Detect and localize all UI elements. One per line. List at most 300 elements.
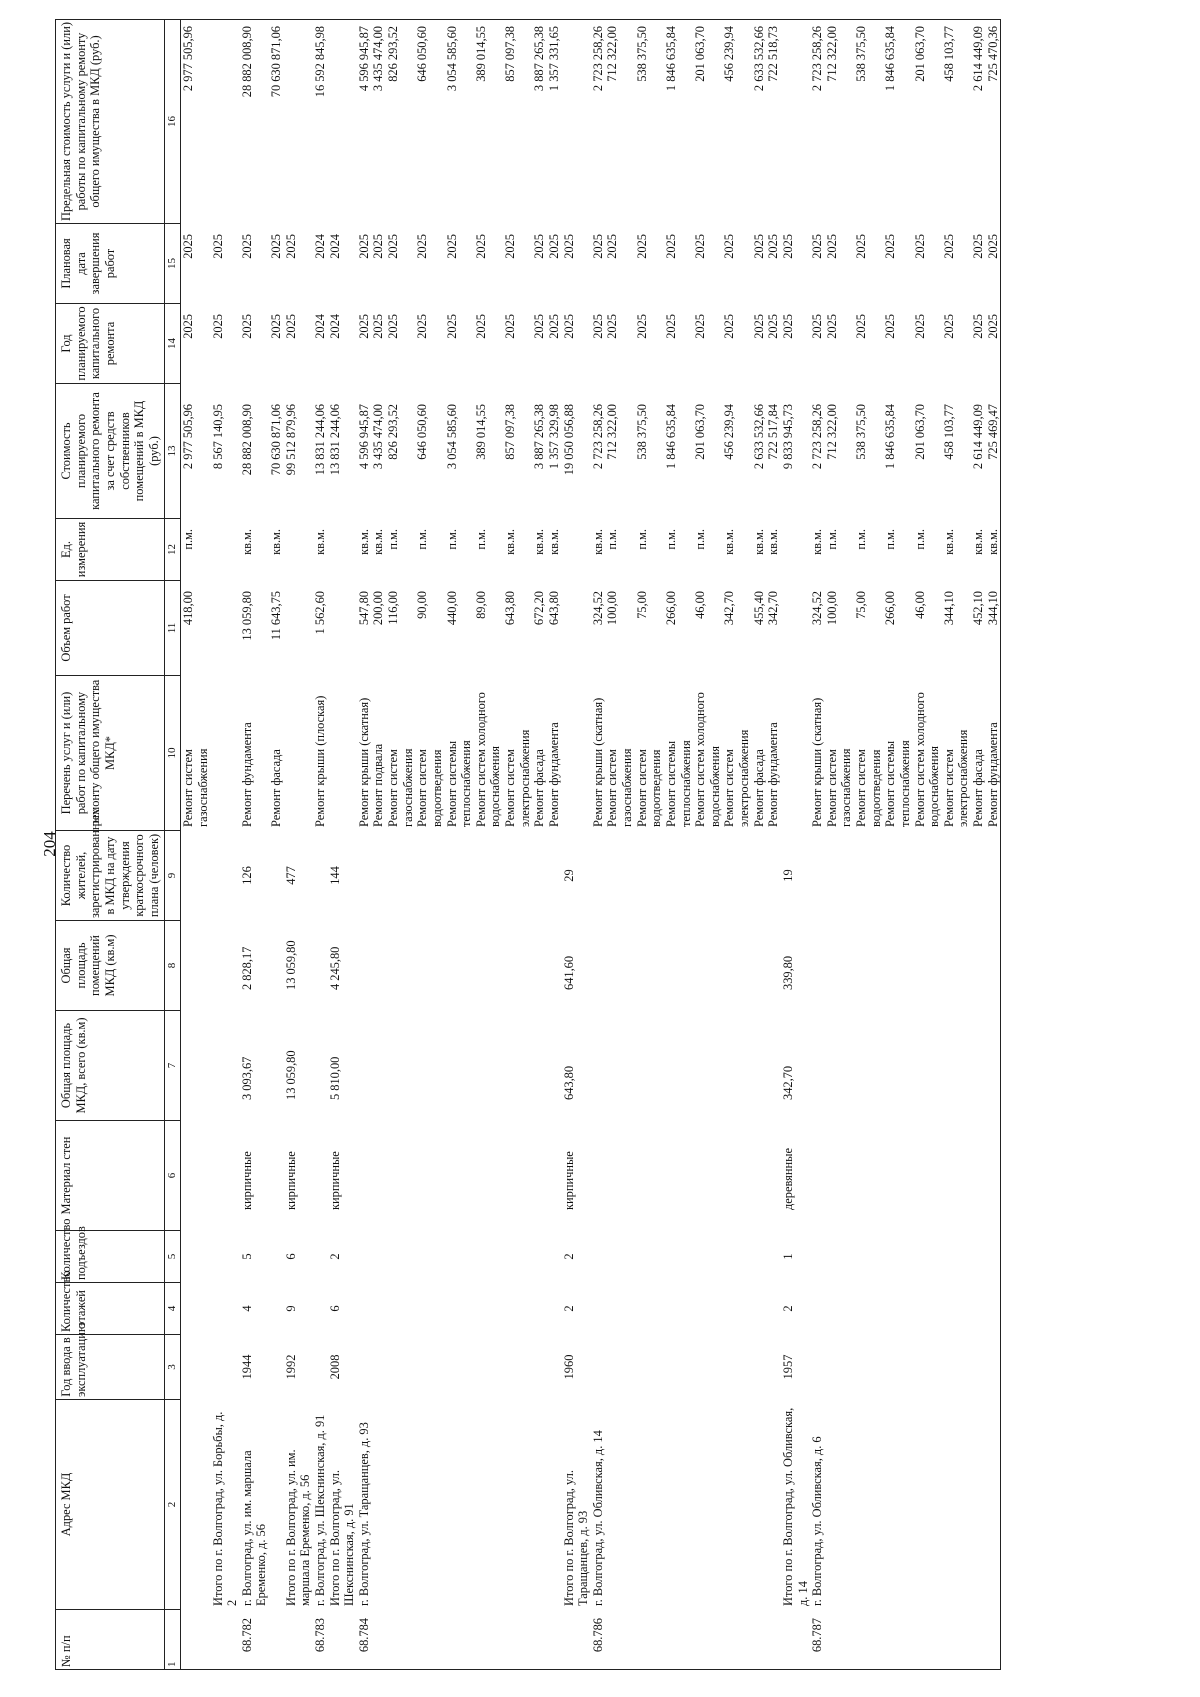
work-volume-cell: 547,80	[357, 581, 372, 676]
residents-cell: 29	[562, 831, 591, 921]
cost-cell: 456 239,94	[722, 384, 751, 519]
entrances-cell	[269, 1231, 284, 1283]
year-cell	[664, 1335, 693, 1400]
work-volume-cell: 46,00	[913, 581, 942, 676]
completion-date-cell: 2025	[693, 224, 722, 304]
work-type-cell: Ремонт крыши (скатная)	[357, 676, 372, 831]
cost-cell: 2 633 532,66	[752, 384, 767, 519]
completion-date-cell: 2025	[635, 224, 664, 304]
max-cost-cell: 28 882 008,90	[240, 20, 269, 224]
residents-cell	[211, 831, 240, 921]
entrances-cell	[942, 1231, 971, 1283]
premises-area-cell	[503, 921, 532, 1011]
wall-material-cell	[532, 1121, 547, 1231]
cost-cell: 389 014,55	[474, 384, 503, 519]
work-volume-cell: 46,00	[693, 581, 722, 676]
max-cost-cell: 456 239,94	[722, 20, 751, 224]
work-type-cell: Ремонт систем водоотведения	[854, 676, 883, 831]
planned-year-cell: 2025	[562, 304, 591, 384]
planned-year-cell: 2025	[386, 304, 415, 384]
work-type-cell: Ремонт системы теплоснабжения	[883, 676, 912, 831]
cost-cell: 13 831 244,06	[313, 384, 328, 519]
work-type-cell: Ремонт фасада	[752, 676, 767, 831]
address-cell	[825, 1400, 854, 1610]
completion-date-cell: 2025	[415, 224, 444, 304]
wall-material-cell	[503, 1121, 532, 1231]
residents-cell	[181, 831, 211, 921]
planned-year-cell: 2025	[810, 304, 825, 384]
floors-cell	[357, 1283, 372, 1335]
planned-year-cell: 2025	[635, 304, 664, 384]
total-area-cell	[986, 1011, 1001, 1121]
completion-date-cell: 2025	[971, 224, 986, 304]
total-area-cell	[532, 1011, 547, 1121]
cost-cell: 3 887 265,38	[532, 384, 547, 519]
entrances-cell	[503, 1231, 532, 1283]
work-volume-cell: 342,70	[722, 581, 751, 676]
entrances-cell	[722, 1231, 751, 1283]
planned-year-cell: 2025	[211, 304, 240, 384]
year-cell	[854, 1335, 883, 1400]
floors-cell	[810, 1283, 825, 1335]
year-cell	[503, 1335, 532, 1400]
residents-cell: 477	[284, 831, 313, 921]
planned-year-cell: 2025	[605, 304, 634, 384]
max-cost-cell: 2 977 505,96	[181, 20, 211, 224]
max-cost-cell: 3 435 474,00	[371, 20, 386, 224]
planned-year-cell: 2025	[591, 304, 606, 384]
column-number: 14	[165, 304, 181, 384]
residents-cell	[445, 831, 474, 921]
cost-cell: 2 723 258,26	[810, 384, 825, 519]
premises-area-cell	[635, 921, 664, 1011]
max-cost-cell: 538 375,50	[635, 20, 664, 224]
floors-cell	[313, 1283, 328, 1335]
header-year: Год ввода в эксплуатацию	[56, 1335, 165, 1400]
premises-area-cell: 641,60	[562, 921, 591, 1011]
floors-cell	[752, 1283, 767, 1335]
wall-material-cell	[722, 1121, 751, 1231]
column-number: 1	[165, 1610, 181, 1670]
cost-cell: 1 846 635,84	[664, 384, 693, 519]
entrances-cell	[415, 1231, 444, 1283]
address-cell	[269, 1400, 284, 1610]
entrances-cell	[825, 1231, 854, 1283]
work-type-cell: Ремонт подвала	[371, 676, 386, 831]
total-area-cell	[591, 1011, 606, 1121]
unit-cell	[562, 519, 591, 581]
total-area-cell	[664, 1011, 693, 1121]
work-type-cell: Ремонт систем электроснабжения	[503, 676, 532, 831]
year-cell	[532, 1335, 547, 1400]
entrances-cell	[181, 1231, 211, 1283]
entrances-cell	[313, 1231, 328, 1283]
row-number	[986, 1610, 1001, 1670]
year-cell	[211, 1335, 240, 1400]
wall-material-cell	[664, 1121, 693, 1231]
planned-year-cell: 2025	[664, 304, 693, 384]
wall-material-cell: кирпичные	[562, 1121, 591, 1231]
work-type-cell	[211, 676, 240, 831]
row-number	[181, 1610, 211, 1670]
premises-area-cell	[854, 921, 883, 1011]
premises-area-cell	[942, 921, 971, 1011]
work-type-cell: Ремонт крыши (скатная)	[591, 676, 606, 831]
total-area-cell	[825, 1011, 854, 1121]
cost-cell: 9 833 945,73	[781, 384, 810, 519]
max-cost-cell: 201 063,70	[693, 20, 722, 224]
premises-area-cell	[181, 921, 211, 1011]
premises-area-cell: 339,80	[781, 921, 810, 1011]
row-number	[547, 1610, 562, 1670]
address-cell	[664, 1400, 693, 1610]
unit-cell: кв.м.	[810, 519, 825, 581]
column-number: 9	[165, 831, 181, 921]
entrances-cell	[591, 1231, 606, 1283]
residents-cell	[474, 831, 503, 921]
table-row	[240, 20, 269, 1670]
total-area-cell	[386, 1011, 415, 1121]
work-type-cell: Ремонт систем холодного водоснабжения	[474, 676, 503, 831]
cost-cell: 201 063,70	[693, 384, 722, 519]
table-row	[445, 20, 474, 1670]
completion-date-cell: 2025	[591, 224, 606, 304]
residents-cell	[971, 831, 986, 921]
year-cell	[635, 1335, 664, 1400]
work-volume-cell	[211, 581, 240, 676]
unit-cell: п.м.	[386, 519, 415, 581]
floors-cell	[913, 1283, 942, 1335]
wall-material-cell	[547, 1121, 562, 1231]
work-volume-cell: 266,00	[664, 581, 693, 676]
row-number	[664, 1610, 693, 1670]
completion-date-cell: 2025	[386, 224, 415, 304]
unit-cell: кв.м.	[591, 519, 606, 581]
unit-cell: п.м.	[664, 519, 693, 581]
residents-cell	[986, 831, 1001, 921]
year-cell	[986, 1335, 1001, 1400]
table-row	[328, 20, 357, 1670]
residents-cell	[635, 831, 664, 921]
work-volume-cell	[781, 581, 810, 676]
work-type-cell: Ремонт системы теплоснабжения	[445, 676, 474, 831]
unit-cell: кв.м.	[503, 519, 532, 581]
floors-cell	[766, 1283, 781, 1335]
work-volume-cell	[284, 581, 313, 676]
row-number	[693, 1610, 722, 1670]
header-number: № п/п	[56, 1610, 165, 1670]
unit-cell: кв.м.	[240, 519, 269, 581]
planned-year-cell: 2025	[781, 304, 810, 384]
work-volume-cell: 200,00	[371, 581, 386, 676]
row-number	[371, 1610, 386, 1670]
entrances-cell	[532, 1231, 547, 1283]
address-cell	[532, 1400, 547, 1610]
cost-cell: 1 357 329,98	[547, 384, 562, 519]
max-cost-cell: 3 887 265,38	[532, 20, 547, 224]
table-row	[532, 20, 547, 1670]
total-area-cell: 342,70	[781, 1011, 810, 1121]
row-number	[562, 1610, 591, 1670]
unit-cell: кв.м.	[752, 519, 767, 581]
entrances-cell	[445, 1231, 474, 1283]
column-number: 6	[165, 1121, 181, 1231]
work-volume-cell: 344,10	[986, 581, 1001, 676]
unit-cell	[328, 519, 357, 581]
table-row	[781, 20, 810, 1670]
total-area-cell	[854, 1011, 883, 1121]
floors-cell: 2	[562, 1283, 591, 1335]
table-row	[810, 20, 825, 1670]
max-cost-cell: 458 103,77	[942, 20, 971, 224]
cost-cell: 3 054 585,60	[445, 384, 474, 519]
year-cell	[386, 1335, 415, 1400]
premises-area-cell	[883, 921, 912, 1011]
floors-cell	[211, 1283, 240, 1335]
unit-cell: кв.м.	[766, 519, 781, 581]
column-number: 7	[165, 1011, 181, 1121]
table-header-row	[56, 20, 165, 1670]
year-cell	[357, 1335, 372, 1400]
planned-year-cell: 2025	[240, 304, 269, 384]
unit-cell: кв.м.	[357, 519, 372, 581]
entrances-cell	[971, 1231, 986, 1283]
completion-date-cell: 2025	[883, 224, 912, 304]
work-type-cell	[781, 676, 810, 831]
premises-area-cell	[766, 921, 781, 1011]
max-cost-cell	[284, 20, 313, 224]
unit-cell	[211, 519, 240, 581]
total-area-cell	[211, 1011, 240, 1121]
year-cell	[474, 1335, 503, 1400]
planned-year-cell: 2025	[503, 304, 532, 384]
completion-date-cell: 2025	[825, 224, 854, 304]
residents-cell	[591, 831, 606, 921]
wall-material-cell	[269, 1121, 284, 1231]
work-type-cell: Ремонт систем газоснабжения	[181, 676, 211, 831]
row-number	[386, 1610, 415, 1670]
address-cell: г. Волгоград, ул. им. маршала Еременко, д. 56	[240, 1400, 269, 1610]
header-unit: Ед. измерения	[56, 519, 165, 581]
address-cell	[913, 1400, 942, 1610]
wall-material-cell: кирпичные	[240, 1121, 269, 1231]
column-number-row	[165, 20, 181, 1670]
premises-area-cell	[371, 921, 386, 1011]
total-area-cell	[313, 1011, 328, 1121]
work-volume-cell	[562, 581, 591, 676]
entrances-cell	[986, 1231, 1001, 1283]
address-cell	[722, 1400, 751, 1610]
address-cell	[766, 1400, 781, 1610]
entrances-cell	[913, 1231, 942, 1283]
work-type-cell: Ремонт систем газоснабжения	[825, 676, 854, 831]
wall-material-cell	[825, 1121, 854, 1231]
year-cell	[810, 1335, 825, 1400]
completion-date-cell: 2025	[986, 224, 1001, 304]
work-volume-cell: 90,00	[415, 581, 444, 676]
floors-cell	[825, 1283, 854, 1335]
header-completion-date: Плановая дата завершения работ	[56, 224, 165, 304]
cost-cell: 3 435 474,00	[371, 384, 386, 519]
capital-repair-table	[55, 19, 1001, 1670]
unit-cell	[284, 519, 313, 581]
work-volume-cell: 75,00	[635, 581, 664, 676]
unit-cell: кв.м.	[722, 519, 751, 581]
unit-cell: кв.м.	[942, 519, 971, 581]
address-cell	[181, 1400, 211, 1610]
work-volume-cell: 643,80	[547, 581, 562, 676]
total-area-cell	[547, 1011, 562, 1121]
row-number	[635, 1610, 664, 1670]
unit-cell: п.м.	[693, 519, 722, 581]
address-cell	[503, 1400, 532, 1610]
address-cell	[547, 1400, 562, 1610]
cost-cell: 28 882 008,90	[240, 384, 269, 519]
max-cost-cell: 2 614 449,09	[971, 20, 986, 224]
year-cell	[181, 1335, 211, 1400]
planned-year-cell: 2024	[313, 304, 328, 384]
floors-cell: 6	[328, 1283, 357, 1335]
year-cell: 2008	[328, 1335, 357, 1400]
table-row	[371, 20, 386, 1670]
year-cell	[883, 1335, 912, 1400]
work-type-cell: Ремонт крыши (скатная)	[810, 676, 825, 831]
total-area-cell	[474, 1011, 503, 1121]
column-number: 10	[165, 676, 181, 831]
wall-material-cell	[693, 1121, 722, 1231]
work-type-cell: Ремонт фасада	[971, 676, 986, 831]
unit-cell: кв.м.	[971, 519, 986, 581]
column-number: 11	[165, 581, 181, 676]
residents-cell	[547, 831, 562, 921]
cost-cell: 2 977 505,96	[181, 384, 211, 519]
year-cell	[752, 1335, 767, 1400]
unit-cell: п.м.	[415, 519, 444, 581]
row-number	[532, 1610, 547, 1670]
wall-material-cell	[854, 1121, 883, 1231]
row-number	[825, 1610, 854, 1670]
header-residents: Количество жителей, зарегистрированных в МКД на дату утверждения краткосрочного плана (человек)	[56, 831, 165, 921]
header-works-list: Перечень услуг и (или) работ по капитальному ремонту общего имущества МКД*	[56, 676, 165, 831]
planned-year-cell: 2025	[693, 304, 722, 384]
premises-area-cell	[474, 921, 503, 1011]
total-area-cell	[722, 1011, 751, 1121]
work-volume-cell: 455,40	[752, 581, 767, 676]
residents-cell	[664, 831, 693, 921]
address-cell	[605, 1400, 634, 1610]
unit-cell: п.м.	[635, 519, 664, 581]
residents-cell	[313, 831, 328, 921]
completion-date-cell: 2024	[328, 224, 357, 304]
table-row	[313, 20, 328, 1670]
residents-cell	[722, 831, 751, 921]
residents-cell	[942, 831, 971, 921]
premises-area-cell	[313, 921, 328, 1011]
completion-date-cell: 2025	[766, 224, 781, 304]
total-area-cell	[883, 1011, 912, 1121]
work-volume-cell: 116,00	[386, 581, 415, 676]
column-number: 8	[165, 921, 181, 1011]
planned-year-cell: 2025	[415, 304, 444, 384]
completion-date-cell: 2025	[211, 224, 240, 304]
floors-cell	[986, 1283, 1001, 1335]
table-row	[415, 20, 444, 1670]
total-area-cell	[693, 1011, 722, 1121]
cost-cell: 201 063,70	[913, 384, 942, 519]
address-cell	[386, 1400, 415, 1610]
unit-cell: п.м.	[445, 519, 474, 581]
wall-material-cell	[971, 1121, 986, 1231]
year-cell	[693, 1335, 722, 1400]
entrances-cell	[547, 1231, 562, 1283]
table-row	[883, 20, 912, 1670]
unit-cell: п.м.	[883, 519, 912, 581]
header-total-area: Общая площадь МКД, всего (кв.м)	[56, 1011, 165, 1121]
table-row	[693, 20, 722, 1670]
total-area-cell: 643,80	[562, 1011, 591, 1121]
cost-cell: 725 469,47	[986, 384, 1001, 519]
floors-cell	[883, 1283, 912, 1335]
table-row	[211, 20, 240, 1670]
work-volume-cell: 324,52	[591, 581, 606, 676]
work-type-cell: Ремонт фасада	[269, 676, 284, 831]
wall-material-cell: кирпичные	[328, 1121, 357, 1231]
address-cell: г. Волгоград, ул. Обливская, д. 6	[810, 1400, 825, 1610]
address-cell	[986, 1400, 1001, 1610]
cost-cell: 2 723 258,26	[591, 384, 606, 519]
planned-year-cell: 2025	[942, 304, 971, 384]
floors-cell: 4	[240, 1283, 269, 1335]
premises-area-cell	[532, 921, 547, 1011]
floors-cell	[547, 1283, 562, 1335]
work-type-cell: Ремонт систем газоснабжения	[386, 676, 415, 831]
max-cost-cell: 538 375,50	[854, 20, 883, 224]
wall-material-cell	[913, 1121, 942, 1231]
work-type-cell: Ремонт крыши (плоская)	[313, 676, 328, 831]
column-number: 4	[165, 1283, 181, 1335]
wall-material-cell	[371, 1121, 386, 1231]
entrances-cell	[664, 1231, 693, 1283]
total-area-cell	[415, 1011, 444, 1121]
max-cost-cell: 2 723 258,26	[810, 20, 825, 224]
residents-cell	[532, 831, 547, 921]
completion-date-cell: 2025	[503, 224, 532, 304]
row-number	[605, 1610, 634, 1670]
floors-cell	[181, 1283, 211, 1335]
max-cost-cell: 722 518,73	[766, 20, 781, 224]
max-cost-cell	[328, 20, 357, 224]
max-cost-cell: 646 050,60	[415, 20, 444, 224]
entrances-cell	[752, 1231, 767, 1283]
floors-cell: 9	[284, 1283, 313, 1335]
unit-cell: кв.м.	[532, 519, 547, 581]
address-cell	[752, 1400, 767, 1610]
residents-cell	[825, 831, 854, 921]
max-cost-cell	[781, 20, 810, 224]
max-cost-cell: 4 596 945,87	[357, 20, 372, 224]
floors-cell	[605, 1283, 634, 1335]
work-type-cell: Ремонт систем электроснабжения	[722, 676, 751, 831]
floors-cell	[415, 1283, 444, 1335]
planned-year-cell: 2025	[854, 304, 883, 384]
wall-material-cell	[474, 1121, 503, 1231]
wall-material-cell	[883, 1121, 912, 1231]
floors-cell	[854, 1283, 883, 1335]
row-number	[766, 1610, 781, 1670]
premises-area-cell	[415, 921, 444, 1011]
work-volume-cell: 324,52	[810, 581, 825, 676]
address-cell: Итого по г. Волгоград, ул. Шекснинская, д. 91	[328, 1400, 357, 1610]
